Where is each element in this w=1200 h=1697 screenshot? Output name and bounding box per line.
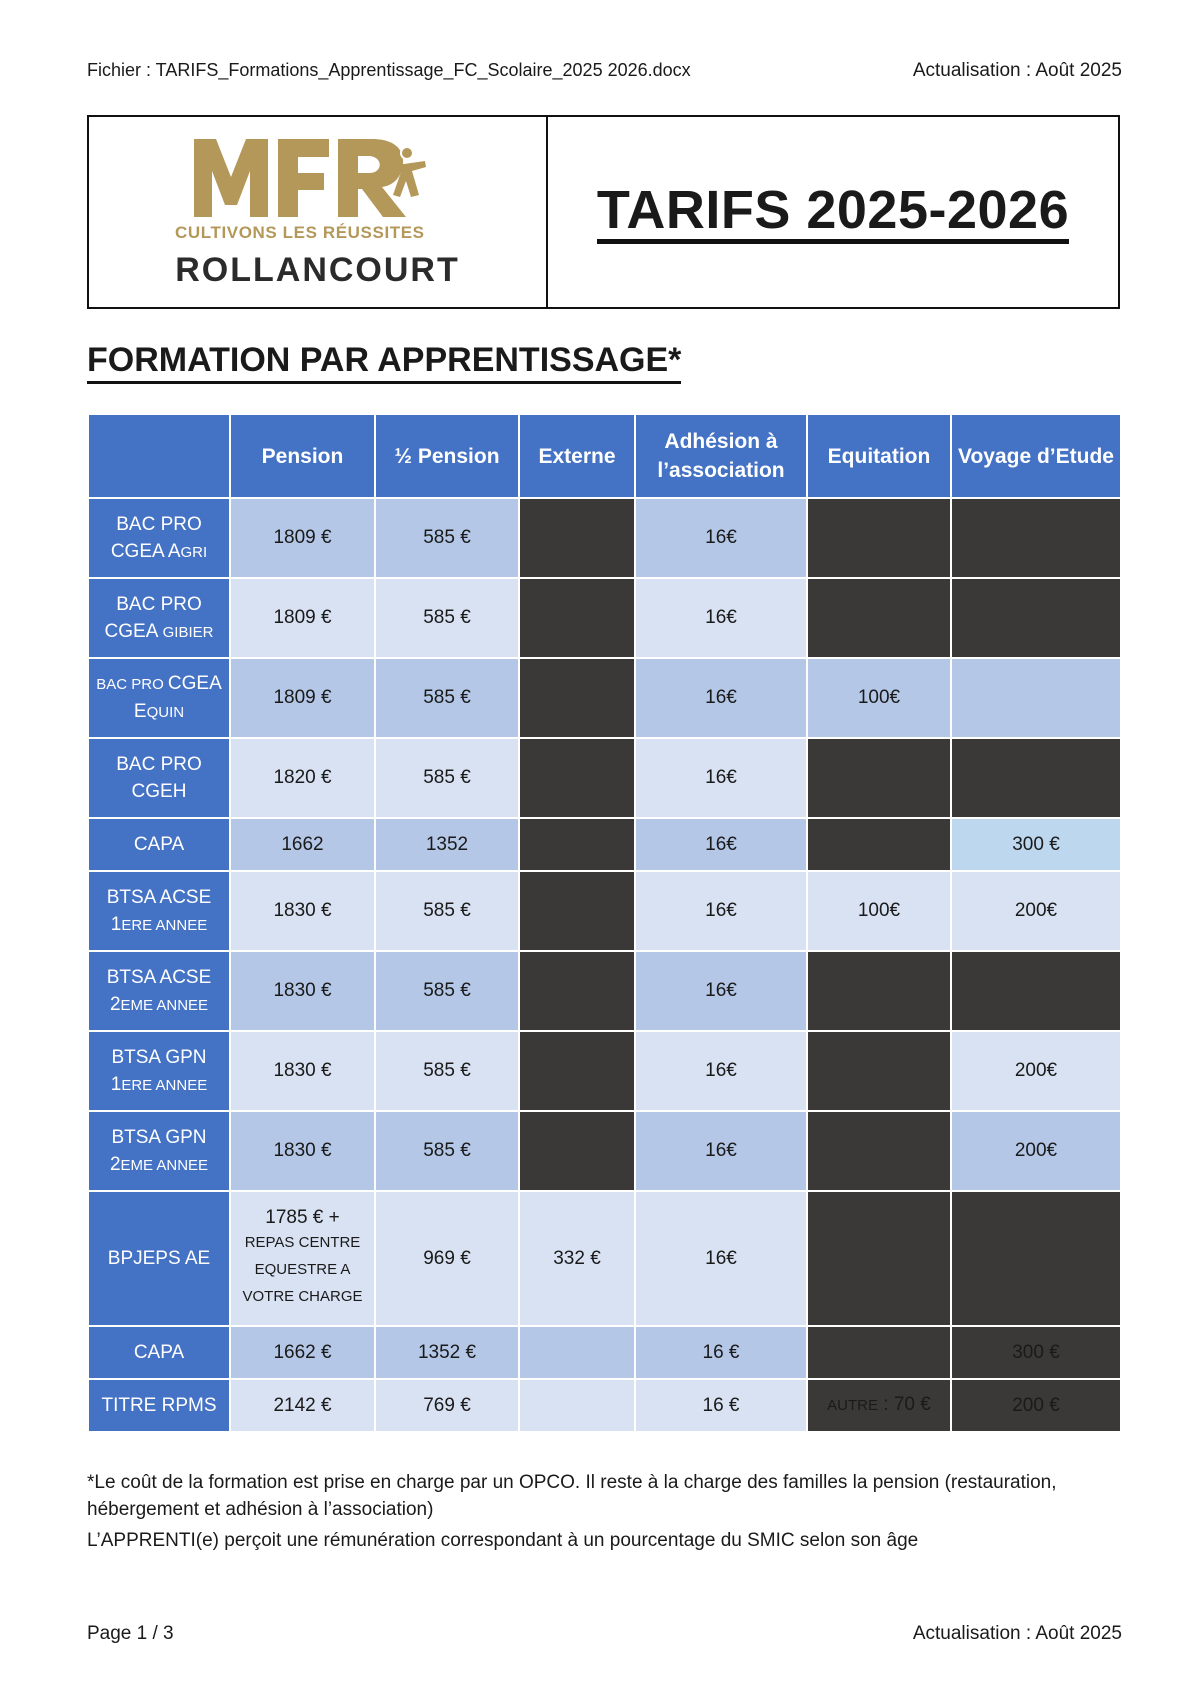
footnote: *Le coût de la formation est prise en charge par un OPCO. Il reste à la charge des familles la pension (restauration, hébergement et adhésion à l’association): [87, 1472, 1057, 1520]
header-adhesion: Adhésion à l’association: [635, 414, 807, 498]
table-row: [88, 818, 1121, 871]
cell-demi-pension: 769 €: [375, 1379, 519, 1432]
cell-adhesion: 16 €: [635, 1379, 807, 1432]
table-row: [88, 498, 1121, 578]
row-label: BAC PRO CGEA GIBIER: [88, 578, 230, 658]
cell-equitation: [807, 1031, 951, 1111]
cell-adhesion: 16€: [635, 1111, 807, 1191]
cell-adhesion: 16€: [635, 951, 807, 1031]
cell-pension: 2142 €: [230, 1379, 375, 1432]
cell-demi-pension: 585 €: [375, 871, 519, 951]
table-row: [88, 1191, 1121, 1326]
page-title: TARIFS 2025-2026: [597, 181, 1069, 244]
table-row: [88, 1326, 1121, 1379]
cell-adhesion: 16€: [635, 1191, 807, 1326]
title-box: [87, 115, 1120, 309]
cell-pension: 1820 €: [230, 738, 375, 818]
cell-adhesion: 16€: [635, 1031, 807, 1111]
row-label: BTSA GPN 1ERE ANNEE: [88, 1031, 230, 1111]
cell-externe: [519, 1379, 635, 1432]
cell-voyage: [951, 498, 1121, 578]
footer-update-date: Actualisation : Août 2025: [912, 1623, 1122, 1644]
tariff-table: [87, 413, 1122, 1433]
header-demi-pension: ½ Pension: [375, 414, 519, 498]
cell-demi-pension: 585 €: [375, 1111, 519, 1191]
cell-voyage: 200 €: [951, 1379, 1121, 1432]
cell-pension: 1830 €: [230, 1031, 375, 1111]
cell-adhesion: 16 €: [635, 1326, 807, 1379]
row-label: TITRE RPMS: [88, 1379, 230, 1432]
cell-externe: [519, 578, 635, 658]
cell-voyage: [951, 1191, 1121, 1326]
cell-externe: [519, 818, 635, 871]
cell-demi-pension: 585 €: [375, 951, 519, 1031]
cell-equitation: [807, 1326, 951, 1379]
cell-pension: 1830 €: [230, 871, 375, 951]
section-title: FORMATION PAR APPRENTISSAGE*: [87, 340, 681, 384]
row-label: BAC PRO CGEA AGRI: [88, 498, 230, 578]
logo-block: [89, 117, 548, 307]
cell-externe: 332 €: [519, 1191, 635, 1326]
cell-voyage: 200€: [951, 871, 1121, 951]
cell-voyage: [951, 578, 1121, 658]
table-header-row: [88, 414, 1121, 498]
update-date: Actualisation : Août 2025: [912, 60, 1122, 81]
row-label: BTSA ACSE 2EME ANNEE: [88, 951, 230, 1031]
header-pension: Pension: [230, 414, 375, 498]
cell-equitation: [807, 818, 951, 871]
cell-externe: [519, 658, 635, 738]
logo-place: ROLLANCOURT: [175, 251, 460, 289]
cell-equitation: AUTRE : 70 €: [807, 1379, 951, 1432]
cell-equitation: [807, 1191, 951, 1326]
row-label: BAC PRO CGEA EQUIN: [88, 658, 230, 738]
cell-demi-pension: 1352 €: [375, 1326, 519, 1379]
cell-pension: 1809 €: [230, 498, 375, 578]
cell-externe: [519, 1111, 635, 1191]
cell-pension: 1809 €: [230, 658, 375, 738]
table-row: [88, 658, 1121, 738]
cell-externe: [519, 498, 635, 578]
cell-equitation: [807, 498, 951, 578]
cell-voyage: 300 €: [951, 818, 1121, 871]
cell-equitation: 100€: [807, 658, 951, 738]
cell-pension: 1830 €: [230, 1111, 375, 1191]
cell-demi-pension: 585 €: [375, 498, 519, 578]
table-row: [88, 738, 1121, 818]
cell-demi-pension: 585 €: [375, 658, 519, 738]
cell-equitation: [807, 578, 951, 658]
table-row: [88, 1111, 1121, 1191]
cell-equitation: [807, 951, 951, 1031]
cell-externe: [519, 951, 635, 1031]
cell-demi-pension: 585 €: [375, 578, 519, 658]
cell-demi-pension: 1352: [375, 818, 519, 871]
cell-pension: 1785 € + REPAS CENTRE EQUESTRE A VOTRE CHARGE: [230, 1191, 375, 1326]
page-number: Page 1 / 3: [87, 1623, 174, 1644]
cell-externe: [519, 1031, 635, 1111]
table-row: [88, 871, 1121, 951]
row-label: BTSA GPN 2EME ANNEE: [88, 1111, 230, 1191]
cell-voyage: [951, 658, 1121, 738]
cell-pension: 1662 €: [230, 1326, 375, 1379]
cell-pension: 1662: [230, 818, 375, 871]
cell-voyage: 200€: [951, 1031, 1121, 1111]
table-row: [88, 1379, 1121, 1432]
cell-voyage: [951, 738, 1121, 818]
cell-externe: [519, 871, 635, 951]
cell-equitation: [807, 1111, 951, 1191]
mfr-logo-icon: [194, 137, 434, 222]
cell-voyage: 300 €: [951, 1326, 1121, 1379]
row-label: BPJEPS AE: [88, 1191, 230, 1326]
row-label: CAPA: [88, 818, 230, 871]
cell-adhesion: 16€: [635, 498, 807, 578]
cell-equitation: 100€: [807, 871, 951, 951]
footnote-apprentice: L’APPRENTI(e) perçoit une rémunération correspondant à un pourcentage du SMIC selon son âge: [87, 1530, 919, 1551]
cell-adhesion: 16€: [635, 578, 807, 658]
header-externe: Externe: [519, 414, 635, 498]
cell-demi-pension: 585 €: [375, 1031, 519, 1111]
table-row: [88, 1031, 1121, 1111]
cell-adhesion: 16€: [635, 658, 807, 738]
cell-externe: [519, 738, 635, 818]
header-blank: [88, 414, 230, 498]
file-name: Fichier : TARIFS_Formations_Apprentissage_FC_Scolaire_2025 2026.docx: [87, 60, 691, 80]
cell-externe: [519, 1326, 635, 1379]
table-row: [88, 578, 1121, 658]
table-row: [88, 951, 1121, 1031]
cell-demi-pension: 969 €: [375, 1191, 519, 1326]
cell-voyage: [951, 951, 1121, 1031]
cell-equitation: [807, 738, 951, 818]
cell-pension: 1809 €: [230, 578, 375, 658]
row-label: CAPA: [88, 1326, 230, 1379]
row-label: BTSA ACSE 1ERE ANNEE: [88, 871, 230, 951]
header-equitation: Equitation: [807, 414, 951, 498]
title-cell: [548, 117, 1118, 307]
row-label: BAC PRO CGEH: [88, 738, 230, 818]
cell-adhesion: 16€: [635, 871, 807, 951]
logo-tagline: CULTIVONS LES RÉUSSITES: [175, 223, 425, 242]
cell-adhesion: 16€: [635, 818, 807, 871]
cell-adhesion: 16€: [635, 738, 807, 818]
cell-demi-pension: 585 €: [375, 738, 519, 818]
cell-pension: 1830 €: [230, 951, 375, 1031]
cell-voyage: 200€: [951, 1111, 1121, 1191]
header-voyage: Voyage d’Etude: [951, 414, 1121, 498]
